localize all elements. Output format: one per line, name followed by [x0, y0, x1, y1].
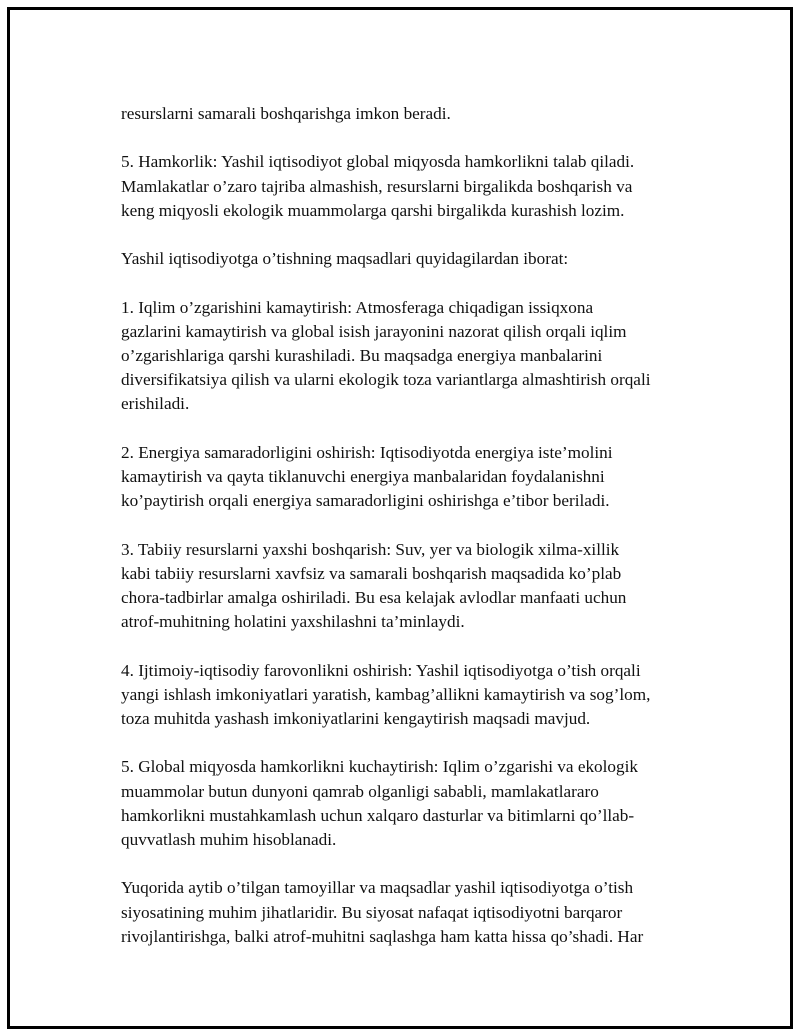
text-line: yangi ishlash imkoniyatlari yaratish, kambag’allikni kamaytirish va sog’lom, — [121, 684, 651, 704]
text-line: 5. Hamkorlik: Yashil iqtisodiyot global miqyosda hamkorlikni talab qiladi. — [121, 152, 635, 172]
paragraph — [121, 538, 701, 635]
text-line: 1. Iqlim o’zgarishini kamaytirish: Atmosferaga chiqadigan issiqxona — [121, 297, 594, 317]
text-line: resurslarni samarali boshqarishga imkon beradi. — [121, 104, 451, 123]
text-line: toza muhitda yashash imkoniyatlarini kengaytirish maqsadi mavjud. — [121, 708, 591, 728]
paragraph — [121, 102, 701, 126]
text-line: gazlarini kamaytirish va global isish jarayonini nazorat qilish orqali iqlim — [121, 321, 627, 341]
paragraph — [121, 296, 701, 417]
paragraph — [121, 441, 701, 514]
page-frame — [7, 7, 793, 1029]
text-line: 2. Energiya samaradorligini oshirish: Iqtisodiyotda energiya iste’molini — [121, 442, 613, 462]
text-line: o’zgarishlariga qarshi kurashiladi. Bu maqsadga energiya manbalarini — [121, 345, 603, 365]
text-line: muammolar butun dunyoni qamrab olganligi sababli, mamlakatlararo — [121, 781, 599, 801]
text-line: Mamlakatlar o’zaro tajriba almashish, resurslarni birgalikda boshqarish va — [121, 176, 633, 196]
paragraph — [121, 755, 701, 852]
text-line: keng miqyosli ekologik muammolarga qarshi birgalikda kurashish lozim. — [121, 200, 625, 220]
text-line: diversifikatsiya qilish va ularni ekologik toza variantlarga almashtirish orqali — [121, 370, 651, 390]
text-line: 4. Ijtimoiy-iqtisodiy farovonlikni oshirish: Yashil iqtisodiyotga o’tish orqali — [121, 660, 641, 680]
document-body — [121, 102, 701, 973]
text-line: ko’paytirish orqali energiya samaradorligini oshirishga e’tibor beriladi. — [121, 491, 610, 511]
text-line: 5. Global miqyosda hamkorlikni kuchaytirish: Iqlim o’zgarishi va ekologik — [121, 757, 638, 777]
text-line: hamkorlikni mustahkamlash uchun xalqaro dasturlar va bitimlarni qo’llab- — [121, 805, 635, 825]
paragraph — [121, 659, 701, 732]
text-line: rivojlantirishga, balki atrof-muhitni saqlashga ham katta hissa qo’shadi. Har — [121, 926, 644, 946]
text-line: kamaytirish va qayta tiklanuvchi energiya manbalaridan foydalanishni — [121, 466, 605, 486]
text-line: atrof-muhitning holatini yaxshilashni ta’minlaydi. — [121, 612, 465, 632]
text-line: kabi tabiiy resurslarni xavfsiz va samarali boshqarish maqsadida ko’plab — [121, 563, 622, 583]
text-line: Yashil iqtisodiyotga o’tishning maqsadlari quyidagilardan iborat: — [121, 249, 569, 269]
text-line: quvvatlash muhim hisoblanadi. — [121, 829, 337, 849]
text-line: erishiladi. — [121, 394, 190, 414]
text-line: Yuqorida aytib o’tilgan tamoyillar va maqsadlar yashil iqtisodiyotga o’tish — [121, 878, 634, 898]
paragraph — [121, 876, 701, 949]
text-line: chora-tadbirlar amalga oshiriladi. Bu esa kelajak avlodlar manfaati uchun — [121, 587, 627, 607]
paragraph — [121, 150, 701, 223]
paragraph — [121, 247, 701, 271]
text-line: 3. Tabiiy resurslarni yaxshi boshqarish: Suv, yer va biologik xilma-xillik — [121, 539, 620, 559]
text-line: siyosatining muhim jihatlaridir. Bu siyosat nafaqat iqtisodiyotni barqaror — [121, 902, 623, 922]
